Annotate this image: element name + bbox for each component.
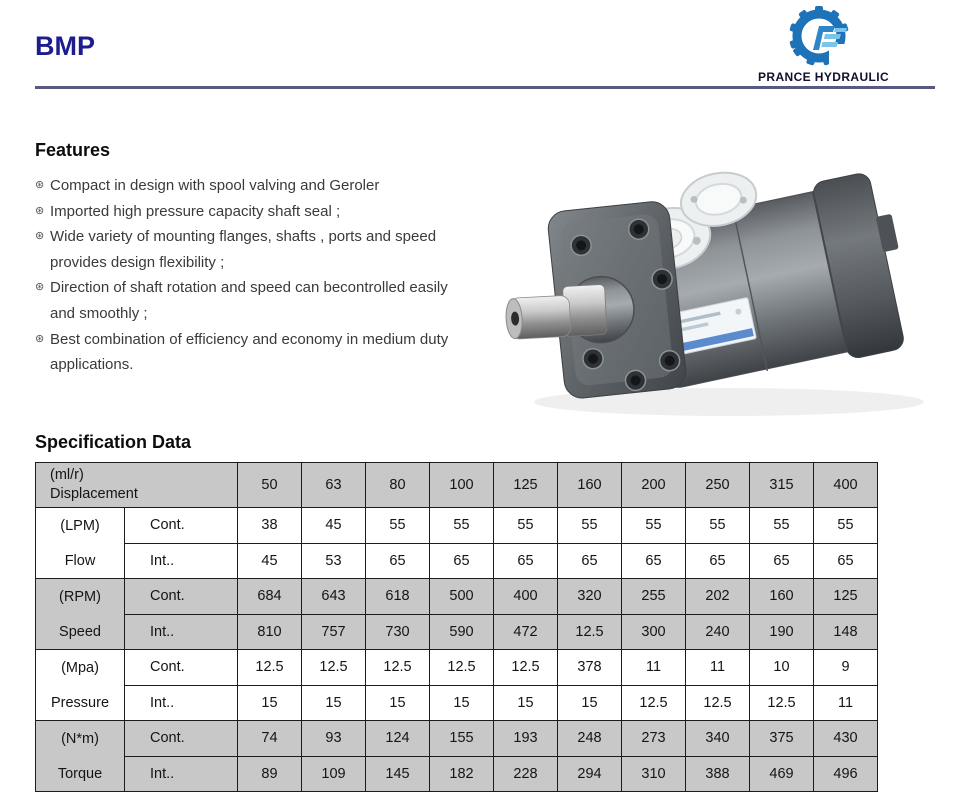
row-label: Int.. <box>125 543 238 579</box>
spec-value: 618 <box>366 579 430 615</box>
row-group-cell <box>36 579 125 650</box>
spec-value: 15 <box>430 685 494 721</box>
spec-row <box>36 508 878 544</box>
bullet-icon: ⊛ <box>35 281 45 294</box>
spec-value: 228 <box>494 756 558 792</box>
header-divider <box>35 86 935 89</box>
row-label: Cont. <box>125 650 238 686</box>
displacement-value: 50 <box>238 463 302 508</box>
spec-value: 757 <box>302 614 366 650</box>
spec-value: 294 <box>558 756 622 792</box>
spec-value: 45 <box>238 543 302 579</box>
spec-value: 400 <box>494 579 558 615</box>
displacement-value: 80 <box>366 463 430 508</box>
bullet-icon: ⊛ <box>35 179 45 191</box>
spec-value: 300 <box>622 614 686 650</box>
group-unit: (Mpa) <box>61 659 99 676</box>
spec-value: 469 <box>750 756 814 792</box>
spec-value: 273 <box>622 721 686 757</box>
spec-value: 145 <box>366 756 430 792</box>
feature-text: Best combination of efficiency and economy in medium duty applications. <box>50 330 449 374</box>
spec-value: 15 <box>238 685 302 721</box>
spec-value: 65 <box>622 543 686 579</box>
spec-table <box>35 462 878 792</box>
spec-value: 12.5 <box>622 685 686 721</box>
group-unit: (LPM) <box>60 517 100 534</box>
spec-heading: Specification Data <box>35 432 192 452</box>
spec-value: 55 <box>814 508 878 544</box>
spec-tbody <box>36 508 878 792</box>
spec-value: 190 <box>750 614 814 650</box>
spec-value: 12.5 <box>366 650 430 686</box>
spec-value: 124 <box>366 721 430 757</box>
row-group-cell <box>36 721 125 792</box>
feature-text: Direction of shaft rotation and speed can becontrolled easily and smoothly ; <box>50 279 448 322</box>
spec-value: 9 <box>814 650 878 686</box>
spec-value: 15 <box>558 685 622 721</box>
spec-value: 684 <box>238 579 302 615</box>
spec-value: 388 <box>686 756 750 792</box>
feature-item <box>35 199 480 225</box>
spec-value: 12.5 <box>494 650 558 686</box>
displacement-unit: (ml/r) <box>50 467 84 483</box>
spec-row <box>36 685 878 721</box>
spec-value: 12.5 <box>686 685 750 721</box>
displacement-value: 400 <box>814 463 878 508</box>
spec-value: 55 <box>686 508 750 544</box>
row-label: Int.. <box>125 614 238 650</box>
displacement-value: 315 <box>750 463 814 508</box>
feature-item <box>35 173 480 199</box>
row-label: Int.. <box>125 685 238 721</box>
spec-value: 340 <box>686 721 750 757</box>
spec-value: 10 <box>750 650 814 686</box>
displacement-value: 100 <box>430 463 494 508</box>
spec-value: 65 <box>494 543 558 579</box>
spec-value: 65 <box>430 543 494 579</box>
spec-value: 255 <box>622 579 686 615</box>
row-label: Cont. <box>125 721 238 757</box>
bullet-icon: ⊛ <box>35 204 45 217</box>
row-label: Int.. <box>125 756 238 792</box>
page-title: BMP <box>35 31 95 61</box>
spec-value: 160 <box>750 579 814 615</box>
bullet-icon: ⊛ <box>35 332 45 345</box>
spec-value: 643 <box>302 579 366 615</box>
spec-value: 148 <box>814 614 878 650</box>
spec-value: 65 <box>814 543 878 579</box>
spec-value: 12.5 <box>558 614 622 650</box>
spec-value: 12.5 <box>430 650 494 686</box>
feature-item <box>35 327 480 378</box>
spec-value: 11 <box>814 685 878 721</box>
spec-value: 55 <box>430 508 494 544</box>
spec-row <box>36 579 878 615</box>
spec-value: 430 <box>814 721 878 757</box>
spec-value: 248 <box>558 721 622 757</box>
bullet-icon: ⊛ <box>35 230 45 243</box>
feature-text: Compact in design with spool valving and Geroler <box>50 177 380 194</box>
group-name: Flow <box>64 552 96 569</box>
spec-value: 182 <box>430 756 494 792</box>
spec-value: 730 <box>366 614 430 650</box>
feature-item <box>35 224 480 275</box>
spec-value: 65 <box>750 543 814 579</box>
features-list <box>35 173 480 378</box>
spec-value: 320 <box>558 579 622 615</box>
row-group-cell <box>36 508 125 579</box>
spec-value: 53 <box>302 543 366 579</box>
spec-value: 15 <box>366 685 430 721</box>
group-name: Speed <box>59 623 101 640</box>
spec-value: 12.5 <box>302 650 366 686</box>
displacement-value: 250 <box>686 463 750 508</box>
spec-value: 378 <box>558 650 622 686</box>
hydraulic-motor-illustration <box>494 150 954 435</box>
spec-value: 109 <box>302 756 366 792</box>
spec-value: 45 <box>302 508 366 544</box>
spec-value: 375 <box>750 721 814 757</box>
spec-row <box>36 756 878 792</box>
brand-logo <box>758 6 890 84</box>
row-group-cell <box>36 650 125 721</box>
spec-row <box>36 614 878 650</box>
spec-value: 55 <box>622 508 686 544</box>
spec-value: 12.5 <box>238 650 302 686</box>
spec-value: 155 <box>430 721 494 757</box>
product-photo <box>494 150 954 435</box>
spec-value: 472 <box>494 614 558 650</box>
spec-value: 590 <box>430 614 494 650</box>
spec-row <box>36 721 878 757</box>
group-unit: (RPM) <box>59 588 101 605</box>
feature-item <box>35 275 480 326</box>
group-unit: (N*m) <box>61 730 99 747</box>
spec-value: 93 <box>302 721 366 757</box>
spec-value: 125 <box>814 579 878 615</box>
spec-value: 55 <box>750 508 814 544</box>
spec-header-row <box>36 463 878 508</box>
row-label: Cont. <box>125 579 238 615</box>
spec-value: 310 <box>622 756 686 792</box>
displacement-value: 125 <box>494 463 558 508</box>
features-section <box>35 140 480 378</box>
spec-value: 65 <box>558 543 622 579</box>
features-heading: Features <box>35 140 111 160</box>
displacement-value: 160 <box>558 463 622 508</box>
spec-value: 496 <box>814 756 878 792</box>
displacement-value: 63 <box>302 463 366 508</box>
feature-text: Wide variety of mounting flanges, shafts , ports and speed provides design flexibility ; <box>50 228 437 271</box>
displacement-header-cell <box>36 463 238 508</box>
spec-value: 74 <box>238 721 302 757</box>
spec-value: 89 <box>238 756 302 792</box>
group-name: Pressure <box>50 694 110 711</box>
spec-value: 65 <box>686 543 750 579</box>
spec-value: 202 <box>686 579 750 615</box>
spec-value: 55 <box>494 508 558 544</box>
spec-value: 38 <box>238 508 302 544</box>
feature-text: Imported high pressure capacity shaft seal ; <box>50 202 341 220</box>
spec-value: 55 <box>366 508 430 544</box>
spec-value: 15 <box>302 685 366 721</box>
displacement-label: Displacement <box>50 486 138 502</box>
spec-value: 55 <box>558 508 622 544</box>
spec-value: 65 <box>366 543 430 579</box>
spec-value: 12.5 <box>750 685 814 721</box>
spec-value: 11 <box>686 650 750 686</box>
spec-value: 810 <box>238 614 302 650</box>
group-name: Torque <box>57 765 103 782</box>
spec-value: 15 <box>494 685 558 721</box>
spec-value: 11 <box>622 650 686 686</box>
spec-value: 193 <box>494 721 558 757</box>
spec-row <box>36 650 878 686</box>
spec-value: 240 <box>686 614 750 650</box>
spec-value: 500 <box>430 579 494 615</box>
spec-row <box>36 543 878 579</box>
row-label: Cont. <box>125 508 238 544</box>
brand-name: PRANCE HYDRAULIC <box>758 70 890 84</box>
gear-icon <box>789 6 853 68</box>
displacement-value: 200 <box>622 463 686 508</box>
